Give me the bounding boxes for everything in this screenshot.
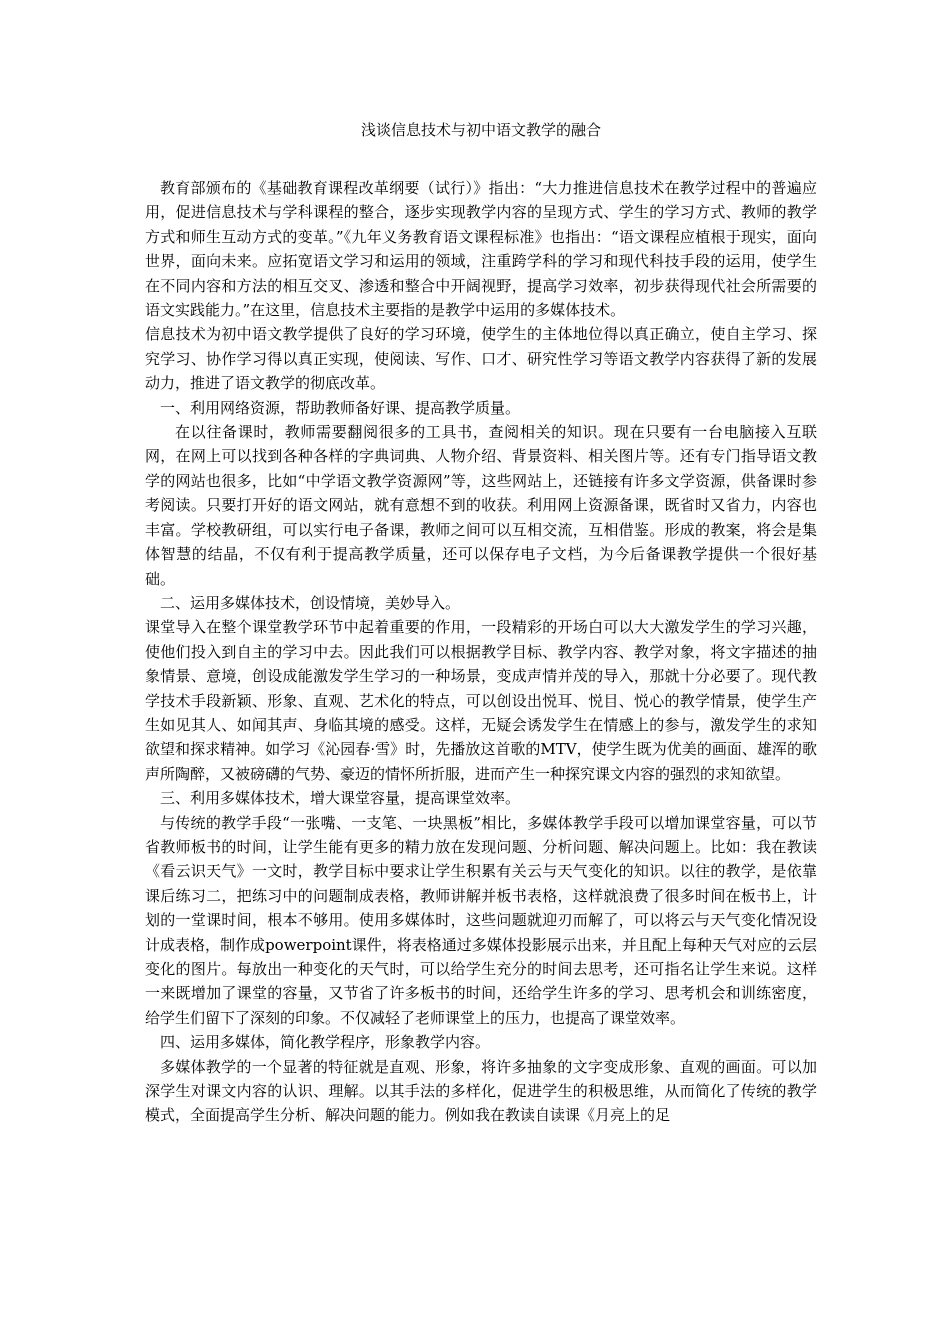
paragraph-section-2: 课堂导入在整个课堂教学环节中起着重要的作用，一段精彩的开场白可以大大激发学生的学习兴趣，使他们投入到自主的学习中去。因此我们可以根据教学目标、教学内容、教学对象，将文字描述的抽象情景、意境，创设成能激发学生学习的一种场景，变成声情并茂的导入，那就十分必要了。现代教学技术手段新颖、形象、直观、艺术化的特点，可以创设出悦耳、悦目、悦心的教学情景，使学生产生如见其人、如闻其声、身临其境的感受。这样，无疑会诱发学生在情感上的参与，激发学生的求知欲望和探求精神。如学习《沁园春·雪》时，先播放这首歌的MTV，使学生既为优美的画面、雄浑的歌声所陶醉，又被磅礴的气势、豪迈的情怀所折服，进而产生一种探究课文内容的强烈的求知欲望。 (145, 618, 817, 783)
section-heading-3: 三、利用多媒体技术，增大课堂容量，提高课堂效率。 (160, 789, 521, 808)
paragraph-intro: 教育部颁布的《基础教育课程改革纲要（试行）》指出：“大力推进信息技术在教学过程中的普遍应用，促进信息技术与学科课程的整合，逐步实现教学内容的呈现方式、学生的学习方式、教师的教学方式和师生互动方式的变革。”《九年义务教育语文课程标准》也指出：“语文课程应植根于现实，面向世界，面向未来。应拓宽语文学习和运用的领域，注重跨学科的学习和现代科技手段的运用，使学生在不同内容和方法的相互交叉、渗透和整合中开阔视野，提高学习效率，初步获得现代社会所需要的语文实践能力。”在这里，信息技术主要指的是教学中运用的多媒体技术。 (145, 179, 817, 320)
paragraph-info-tech: 信息技术为初中语文教学提供了良好的学习环境，使学生的主体地位得以真正确立，使自主学习、探究学习、协作学习得以真正实现，使阅读、写作、口才、研究性学习等语文教学内容获得了新的发展动力，推进了语文教学的彻底改革。 (145, 325, 817, 393)
section-heading-4: 四、运用多媒体，简化教学程序，形象教学内容。 (160, 1033, 491, 1052)
section-heading-2: 二、运用多媒体技术，创设情境，美妙导入。 (160, 593, 461, 612)
document-page (145, 118, 817, 1128)
paragraph-section-3: 与传统的教学手段“一张嘴、一支笔、一块黑板”相比，多媒体教学手段可以增加课堂容量，可以节省教师板书的时间，让学生能有更多的精力放在发现问题、分析问题、解决问题上。比如：我在教读《看云识天气》一文时，教学目标中要求让学生积累有关云与天气变化的知识。以往的教学，是依靠课后练习二，把练习中的问题制成表格，教师讲解并板书表格，这样就浪费了很多时间在板书上，计划的一堂课时间，根本不够用。使用多媒体时，这些问题就迎刃而解了，可以将云与天气变化情况设计成表格，制作成powerpoint课件，将表格通过多媒体投影展示出来，并且配上每种天气对应的云层变化的图片。每放出一种变化的天气时，可以给学生充分的时间去思考，还可指名让学生来说。这样一来既增加了课堂的容量，又节省了许多板书的时间，还给学生许多的学习、思考机会和训练密度，给学生们留下了深刻的印象。不仅减轻了老师课堂上的压力，也提高了课堂效率。 (145, 813, 817, 1027)
paragraph-section-4: 多媒体教学的一个显著的特征就是直观、形象，将许多抽象的文字变成形象、直观的画面。可以加深学生对课文内容的认识、理解。以其手法的多样化，促进学生的积极思维，从而简化了传统的教学模式，全面提高学生分析、解决问题的能力。例如我在教读自读课《月亮上的足 (145, 1057, 817, 1125)
document-title: 浅谈信息技术与初中语文教学的融合 (360, 121, 601, 139)
section-heading-1: 一、利用网络资源，帮助教师备好课、提高教学质量。 (160, 398, 521, 417)
paragraph-section-1: 在以往备课时，教师需要翻阅很多的工具书，查阅相关的知识。现在只要有一台电脑接入互联网，在网上可以找到各种各样的字典词典、人物介绍、背景资料、相关图片等。还有专门指导语文教学的网站也很多，比如“中学语文教学资源网”等，这些网站上，还链接有许多文学资源，供备课时参考阅读。只要打开好的语文网站，就有意想不到的收获。利用网上资源备课，既省时又省力，内容也丰富。学校教研组，可以实行电子备课，教师之间可以互相交流，互相借鉴。形成的教案，将会是集体智慧的结晶，不仅有利于提高教学质量，还可以保存电子文档，为今后备课教学提供一个很好基础。 (145, 423, 817, 588)
